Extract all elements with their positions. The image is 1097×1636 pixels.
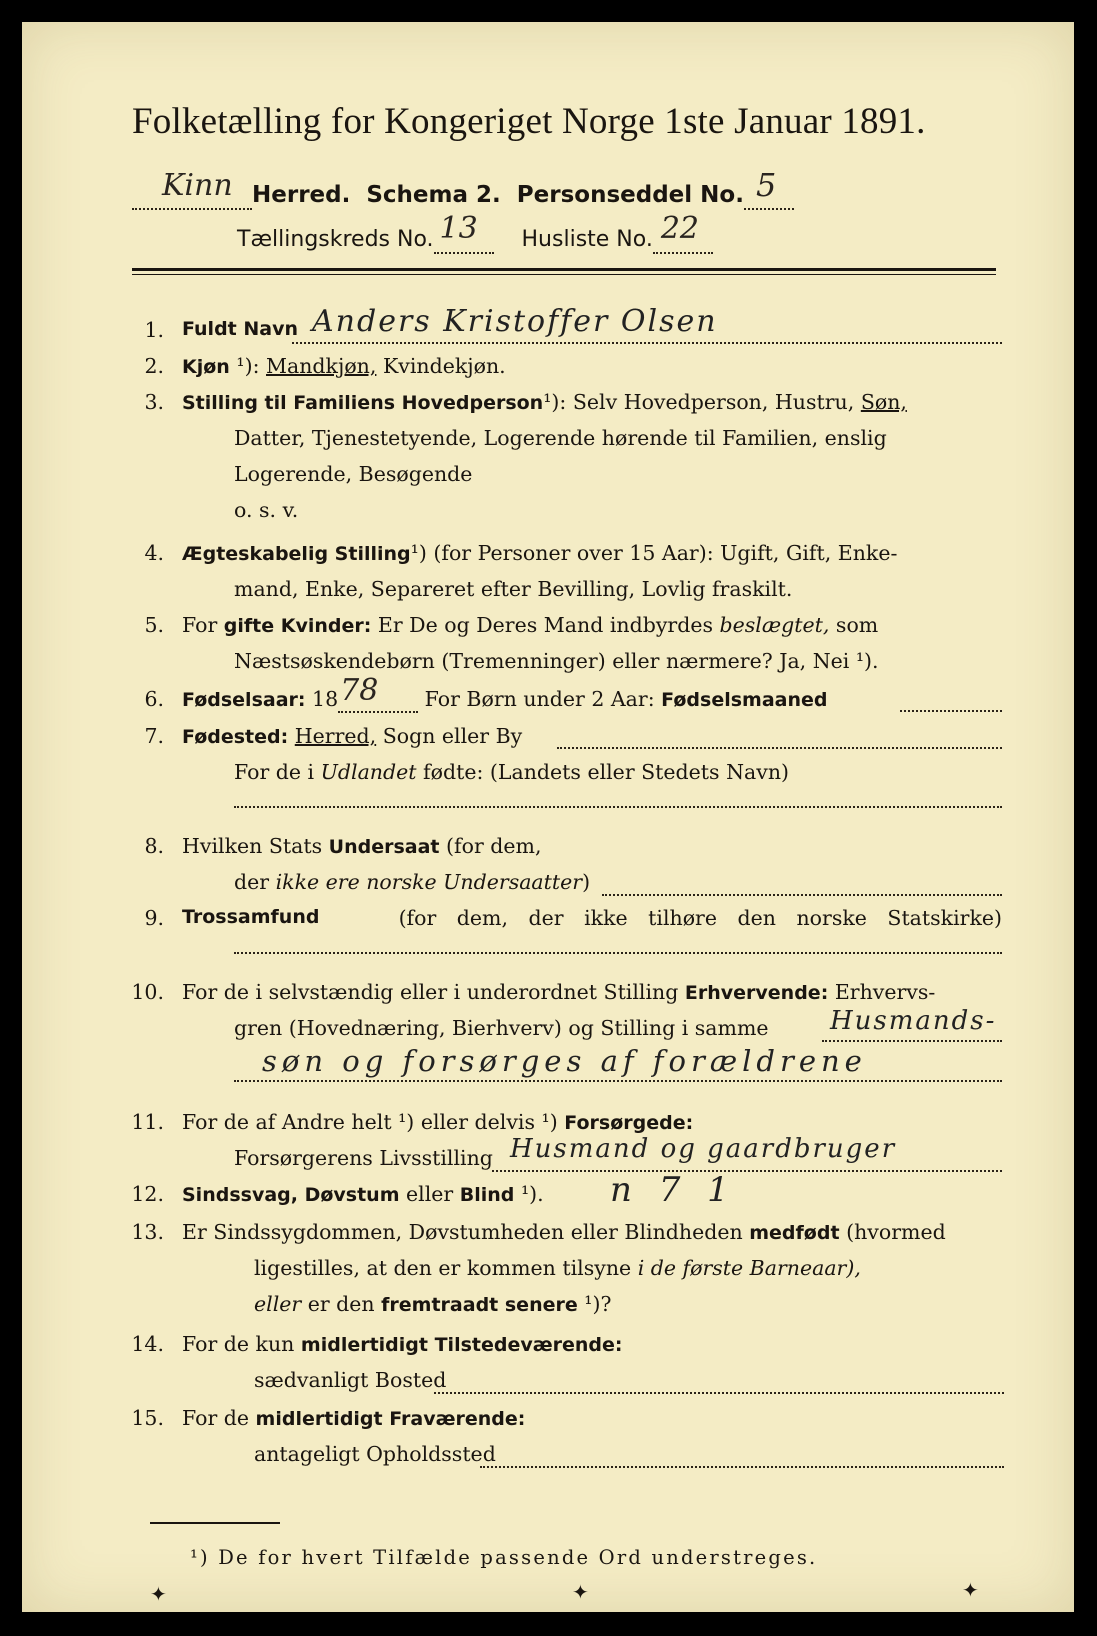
medfodt-italic: i de første Barneaar), (637, 1256, 861, 1280)
udland-text: For de i (234, 760, 315, 784)
blind-label: Blind (459, 1184, 515, 1206)
forsorger-field[interactable] (492, 1170, 1002, 1172)
sindssvag-value[interactable]: n 7 1 (610, 1170, 737, 1210)
fuldt-navn-value: Anders Kristoffer Olsen (312, 304, 718, 339)
undersaat-text: Hvilken Stats (182, 834, 323, 858)
bosted-field[interactable] (434, 1392, 1004, 1394)
field-number: 6. (144, 687, 164, 711)
aegteskab-options: ¹) (for Personer over 15 Aar): Ugift, Gift, Enke- (410, 541, 898, 565)
field-number: 5. (144, 613, 164, 637)
sindssvag-label: Sindssvag, Døvstum (182, 1184, 400, 1206)
herred-field[interactable] (132, 168, 252, 210)
field-number: 15. (131, 1406, 164, 1430)
medfodt-line-3 (254, 1292, 611, 1316)
field-number: 8. (144, 834, 164, 858)
fodested-field[interactable] (557, 747, 1002, 749)
trossamfund-label: Trossamfund (182, 906, 320, 928)
medfodt-line-2 (254, 1256, 861, 1280)
field-number: 3. (144, 390, 164, 414)
stilling-options: Selv Hovedperson, Hustru, (572, 390, 855, 414)
fodselsmaaned-field[interactable] (900, 710, 1002, 712)
erhverv-value-2: søn og forsørges af forældrene (262, 1044, 867, 1078)
fravaerende-label: midlertidigt Fraværende: (255, 1408, 526, 1430)
stilling-option-son[interactable]: Søn, (860, 390, 907, 414)
medfodt-label: medfødt (749, 1222, 840, 1244)
field-number: 9. (144, 906, 164, 930)
field-number: 10. (131, 980, 164, 1004)
fodselsmaaned-label: Fødselsmaaned (661, 689, 828, 711)
udland-field[interactable] (234, 806, 1002, 808)
stilling-options-3: Logerende, Besøgende (234, 462, 473, 486)
fodselsaar-prefix: 18 (312, 687, 339, 711)
kjon-option-mandkjon[interactable]: Mandkjøn, (266, 354, 377, 378)
medfodt-text-2: (hvormed (846, 1220, 946, 1244)
personseddel-value: 5 (755, 166, 777, 204)
field-number: 4. (144, 541, 164, 565)
forsorget-text: For de af Andre helt ¹) eller delvis ¹) (182, 1110, 558, 1134)
kreds-label: Tællingskreds No. (237, 227, 434, 252)
erhverv-label: Erhvervende: (684, 982, 829, 1004)
herred-label: Herred. (252, 182, 351, 208)
kjon-label: Kjøn (182, 356, 230, 378)
medfodt-text-3: ligestilles, at den er kommen tilsyne (254, 1256, 632, 1280)
fuldt-navn-field[interactable] (292, 342, 1002, 344)
medfodt-sup: ¹)? (584, 1292, 612, 1316)
personseddel-label: Personseddel No. (516, 182, 744, 208)
kreds-field[interactable] (434, 211, 494, 254)
stilling-options-4: o. s. v. (234, 498, 299, 522)
kjon-option-kvindekjon[interactable]: Kvindekjøn. (382, 354, 506, 378)
gifte-text-italic: beslægtet, (719, 613, 830, 637)
fravaerende-text: For de (182, 1406, 250, 1430)
gifte-text: Er De og Deres Mand indbyrdes (377, 613, 713, 637)
field-number: 14. (131, 1332, 164, 1356)
husliste-field[interactable] (653, 211, 713, 254)
forsorger-label: Forsørgerens Livsstilling (234, 1146, 493, 1170)
erhverv-field-2[interactable] (234, 1080, 1002, 1082)
opholdssted-field[interactable] (480, 1466, 1004, 1468)
aegteskab-options-2: mand, Enke, Separeret efter Bevilling, Lovlig fraskilt. (234, 577, 793, 601)
husliste-label: Husliste No. (521, 227, 653, 252)
sindssvag-eller: eller (406, 1182, 454, 1206)
gifte-text-2: Næstsøskendebørn (Tremenninger) eller nærmere? Ja, Nei ¹). (234, 649, 879, 673)
trossamfund-text: (for dem, der ikke tilhøre den norske Statskirke) (398, 906, 1002, 930)
husliste-value: 22 (660, 211, 700, 246)
fodested-label: Fødested: (182, 726, 289, 748)
medfodt-text: Er Sindssygdommen, Døvstumheden eller Blindheden (182, 1220, 743, 1244)
herred-line (132, 166, 794, 210)
fodselsaar-label: Fødselsaar: (182, 689, 306, 711)
erhverv-text-2: Erhvervs- (834, 980, 936, 1004)
field-number: 1. (144, 318, 164, 342)
erhverv-value-1: Husmands- (830, 1006, 997, 1036)
aegteskab-label: Ægteskabelig Stilling (182, 543, 411, 565)
field-number: 7. (144, 724, 164, 748)
forsorger-value: Husmand og gaardbruger (510, 1134, 897, 1164)
gifte-text-end: som (835, 613, 879, 637)
field-number: 13. (131, 1220, 164, 1244)
bosted-label: sædvanligt Bosted (254, 1368, 447, 1392)
field-number: 12. (131, 1182, 164, 1206)
personseddel-field[interactable] (744, 166, 794, 210)
gifte-pre: For (182, 613, 218, 637)
fodested-options: Sogn eller By (382, 724, 523, 748)
fodselsmaaned-text: For Børn under 2 Aar: (424, 687, 655, 711)
undersaat-text-2: (for dem, (446, 834, 542, 858)
udland-italic: Udlandet (320, 760, 417, 784)
schema-label: Schema 2. (366, 182, 501, 208)
undersaat-line-2: der ikke ere norske Undersaatter) (234, 870, 591, 894)
stilling-sup: ¹): (543, 390, 567, 414)
medfodt-eller: eller (254, 1292, 302, 1316)
erhverv-field-1[interactable] (822, 1040, 1002, 1042)
udland-text-2: fødte: (Landets eller Stedets Navn) (423, 760, 790, 784)
fuldt-navn-label: Fuldt Navn (182, 318, 299, 340)
undersaat-field[interactable] (602, 894, 1002, 896)
gifte-label: gifte Kvinder: (223, 615, 372, 637)
udland-line (234, 760, 789, 784)
kreds-line (237, 211, 713, 254)
form-title: Folketælling for Kongeriget Norge 1ste Januar 1891. (132, 101, 926, 142)
erhverv-text-3: gren (Hovednæring, Bierhverv) og Stilling i samme (234, 1016, 769, 1040)
stilling-label: Stilling til Familiens Hovedperson (182, 392, 544, 414)
medfodt-text-4: er den (307, 1292, 375, 1316)
undersaat-der: der (234, 870, 270, 894)
footnote-rule (150, 1522, 280, 1524)
tilstede-label: midlertidigt Tilstedeværende: (300, 1334, 623, 1356)
registration-mark-icon: ✦ (150, 1582, 167, 1606)
field-number: 2. (144, 354, 164, 378)
footnote: ¹) De for hvert Tilfælde passende Ord understreges. (190, 1546, 818, 1569)
undersaat-italic: ikke ere norske Undersaatter (275, 870, 583, 894)
trossamfund-field[interactable] (234, 952, 1002, 954)
forsorget-label: Forsørgede: (564, 1112, 694, 1134)
undersaat-label: Undersaat (328, 836, 440, 858)
kreds-value: 13 (439, 211, 478, 246)
fremtraadt-label: fremtraadt senere (381, 1294, 578, 1316)
tilstede-text: For de kun (182, 1332, 295, 1356)
census-form (22, 22, 1074, 1612)
kjon-sup: ¹): (236, 354, 260, 378)
sindssvag-sup: ¹). (520, 1182, 544, 1206)
fodested-option-herred[interactable]: Herred, (294, 724, 377, 748)
fodselsaar-field[interactable] (338, 673, 418, 713)
fodselsaar-value: 78 (340, 673, 379, 708)
field-number: 11. (131, 1110, 164, 1134)
herred-value: Kinn (162, 168, 233, 203)
erhverv-text: For de i selvstændig eller i underordnet Stilling (182, 980, 679, 1004)
registration-mark-icon: ✦ (572, 1580, 589, 1604)
stilling-options-2: Datter, Tjenestetyende, Logerende hørende til Familien, enslig (234, 426, 887, 450)
registration-mark-icon: ✦ (962, 1578, 979, 1602)
header-rule-thin (132, 274, 996, 275)
header-rule (132, 268, 996, 271)
opholdssted-label: antageligt Opholdssted (254, 1442, 496, 1466)
